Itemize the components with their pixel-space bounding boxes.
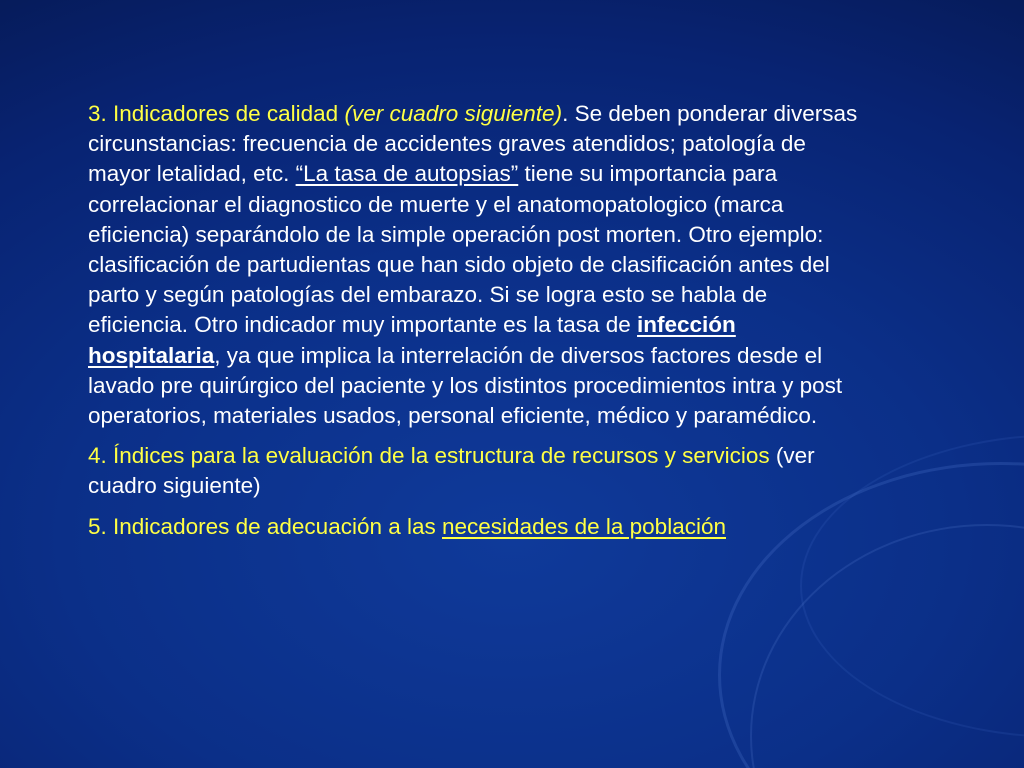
item-4-note: (ver cuadro siguiente): [88, 443, 815, 499]
item-3-title: Indicadores de calidad: [113, 101, 339, 126]
item-3-body-3: , ya que implica la interrelación de diversos factores desde el lavado pre quirúrgico del paciente y los distintos procedimientos intra y post operatorios, materiales usados, personal eficiente, médico y paramédico.: [88, 342, 843, 429]
item-3-title-note: (ver cuadro siguiente): [344, 101, 563, 126]
item-4-paragraph: [88, 441, 858, 501]
item-4-title: Índices para la evaluación de la estructura de recursos y servicios: [113, 443, 770, 469]
slide-body: [88, 99, 858, 542]
item-3-paragraph: [88, 99, 858, 431]
population-needs-link: necesidades de la población: [442, 513, 726, 539]
item-5-paragraph: [88, 512, 858, 542]
item-5-number: 5.: [88, 513, 107, 539]
item-3-body-1: . Se deben ponderar diversas circunstancias: frecuencia de accidentes graves atendidos; patología de mayor letalidad, etc.: [88, 101, 858, 187]
autopsy-rate-quote: “La tasa de autopsias”: [295, 161, 519, 187]
hospital-infection-emphasis: infección hospitalaria: [88, 312, 736, 368]
item-3-body-2: tiene su importancia para correlacionar el diagnostico de muerte y el anatomopatologico (marca eficiencia) separándolo de la simple operación post morten. Otro ejemplo: clasificación de partudientas que han sido objeto de clasificación antes del parto y según patologías del embarazo. Si se logra esto se habla de eficiencia. Otro indicador muy importante es la tasa de: [88, 161, 830, 338]
item-5-title: Indicadores de adecuación a las: [113, 513, 443, 539]
item-3-number: 3.: [88, 101, 107, 126]
item-4-number: 4.: [88, 443, 107, 469]
decorative-swoosh-medium: [750, 524, 1024, 768]
